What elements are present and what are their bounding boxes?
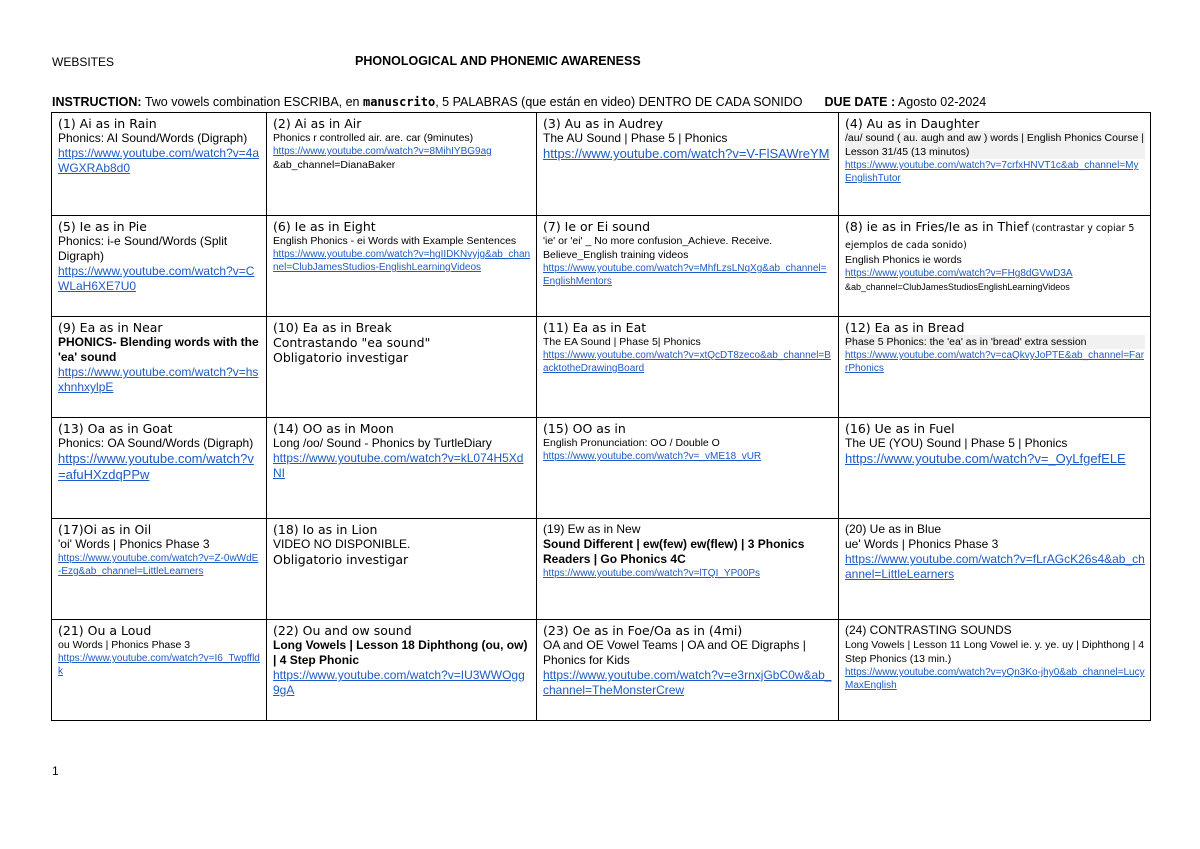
table-cell-22 [267, 620, 537, 721]
video-title: PHONICS- Blending words with the 'ea' sound [58, 335, 259, 364]
table-cell-8 [839, 216, 1151, 317]
table-cell-6 [267, 216, 537, 317]
table-cell-21 [52, 620, 267, 721]
cell-title: (18) Io as in Lion [273, 522, 378, 537]
video-link[interactable]: https://www.youtube.com/watch?v=caQkvyJoPTE&ab_channel=FarrPhonics [845, 350, 1145, 374]
video-title: Sound Different | ew(few) ew(flew) | 3 Phonics Readers | Go Phonics 4C [543, 537, 805, 566]
video-title: Long Vowels | Lesson 18 Diphthong (ou, ow) | 4 Step Phonic [273, 638, 528, 667]
cell-title [845, 219, 1145, 253]
video-title: The EA Sound | Phase 5| Phonics [543, 336, 701, 348]
cell-title: (20) Ue as in Blue [845, 522, 942, 536]
video-link[interactable]: https://www.youtube.com/watch?v=lTQI_YP00Ps [543, 568, 761, 579]
video-link[interactable]: https://www.youtube.com/watch?v=V-FlSAWreYM [543, 146, 830, 161]
cell-title: (14) OO as in Moon [273, 421, 394, 436]
video-title: Phase 5 Phonics: the 'ea' as in 'bread' extra session [845, 335, 1145, 349]
video-title: Phonics: i-e Sound/Words (Split Digraph) [58, 234, 228, 263]
table-cell-7 [537, 216, 839, 317]
table-cell-17 [52, 519, 267, 620]
video-title: English Phonics ie words [845, 254, 962, 266]
table-cell-20 [839, 519, 1151, 620]
video-title: English Pronunciation: OO / Double O [543, 437, 720, 449]
cell-title: (13) Oa as in Goat [58, 421, 173, 436]
table-cell-16 [839, 418, 1151, 519]
link-extra: &ab_channel=DianaBaker [273, 159, 396, 171]
video-link[interactable]: https://www.youtube.com/watch?v=hsxhnhxylpE [58, 365, 259, 394]
video-link[interactable]: https://www.youtube.com/watch?v=e3rnxjGbC0w&ab_channel=TheMonsterCrew [543, 668, 832, 697]
cell-title: (21) Ou a Loud [58, 623, 152, 638]
video-title: 'ie' or 'ei' _ No more confusion_Achieve. Receive. Believe_English training videos [543, 235, 773, 261]
video-link[interactable]: https://www.youtube.com/watch?v=fLrAGcK26s4&ab_channel=LittleLearners [845, 552, 1145, 581]
video-title: Long Vowels | Lesson 11 Long Vowel ie. y. ye. uy | Diphthong | 4 Step Phonics (13 min.) [845, 639, 1145, 665]
cell-title: (9) Ea as in Near [58, 320, 163, 335]
video-title: The UE (YOU) Sound | Phase 5 | Phonics [845, 436, 1068, 450]
table-cell-2 [267, 113, 537, 216]
instruction-emphasis: manuscrito [362, 95, 436, 109]
table-cell-3 [537, 113, 839, 216]
cell-title: (3) Au as in Audrey [543, 116, 664, 131]
due-date-label: DUE DATE : [824, 95, 896, 109]
video-link[interactable]: https://www.youtube.com/watch?v=afuHXzdqPPw [58, 451, 254, 482]
cell-title: (12) Ea as in Bread [845, 320, 965, 335]
table-row [52, 113, 1151, 216]
cell-title: (2) Ai as in Air [273, 116, 362, 131]
video-link[interactable]: https://www.youtube.com/watch?v=FHg8dGVwD3A [845, 268, 1073, 279]
table-cell-24 [839, 620, 1151, 721]
cell-title: (16) Ue as in Fuel [845, 421, 955, 436]
video-title: The AU Sound | Phase 5 | Phonics [543, 131, 728, 145]
cell-title: (17)Oi as in Oil [58, 522, 152, 537]
table-cell-5 [52, 216, 267, 317]
table-row [52, 519, 1151, 620]
cell-desc: Contrastando "ea sound" [273, 335, 431, 350]
video-title: Long /oo/ Sound - Phonics by TurtleDiary [273, 436, 492, 450]
table-cell-14 [267, 418, 537, 519]
instruction-text-2: , 5 PALABRAS (que están en video) DENTRO DE CADA SONIDO [435, 95, 803, 109]
video-title: /au/ sound ( au. augh and aw ) words | English Phonics Course | Lesson 31/45 (13 minutos) [845, 132, 1145, 158]
cell-title: (4) Au as in Daughter [845, 116, 980, 131]
cell-note: Obligatorio investigar [273, 350, 409, 365]
video-link[interactable]: https://www.youtube.com/watch?v=Z-0wWdE-Ezg&ab_channel=LittleLearners [58, 553, 259, 577]
table-cell-18 [267, 519, 537, 620]
video-link[interactable]: https://www.youtube.com/watch?v=MhfLzsLNqXg&ab_channel=EnglishMentors [543, 263, 827, 287]
cell-title: (6) Ie as in Eight [273, 219, 376, 234]
video-link[interactable]: https://www.youtube.com/watch?v=4aWGXRAb8d0 [58, 146, 260, 175]
cell-title: (1) Ai as in Rain [58, 116, 157, 131]
cell-title: (22) Ou and ow sound [273, 623, 412, 638]
video-title: ou Words | Phonics Phase 3 [58, 639, 191, 651]
due-date-value: Agosto 02-2024 [895, 95, 987, 109]
instruction-line [52, 95, 986, 109]
table-cell-19 [537, 519, 839, 620]
table-cell-11 [537, 317, 839, 418]
video-link[interactable]: https://www.youtube.com/watch?v=_OyLfgefELE [845, 451, 1126, 466]
table-row [52, 620, 1151, 721]
cell-title: (10) Ea as in Break [273, 320, 392, 335]
table-cell-9 [52, 317, 267, 418]
cell-title: (24) CONTRASTING SOUNDS [845, 623, 1012, 637]
video-title: Phonics: OA Sound/Words (Digraph) [58, 436, 254, 450]
instruction-label: INSTRUCTION: [52, 95, 142, 109]
video-link[interactable]: https://www.youtube.com/watch?v=CWLaH6XE7U0 [58, 264, 255, 293]
video-title: OA and OE Vowel Teams | OA and OE Digraphs | Phonics for Kids [543, 638, 806, 667]
video-link[interactable]: https://www.youtube.com/watch?v=kL074H5XdNI [273, 451, 524, 480]
video-title: English Phonics - ei Words with Example Sentences [273, 235, 517, 247]
video-link[interactable]: https://www.youtube.com/watch?v=I6_Twpffldk [58, 653, 260, 677]
cell-title: (19) Ew as in New [543, 522, 641, 536]
link-extra: &ab_channel=ClubJamesStudiosEnglishLearningVideos [845, 282, 1070, 292]
table-row [52, 317, 1151, 418]
header-websites: WEBSITES [52, 55, 115, 69]
table-cell-10 [267, 317, 537, 418]
cell-note: (contrastar y copiar 5 ejemplos de cada sonido) [845, 223, 1135, 251]
table-cell-1 [52, 113, 267, 216]
table-cell-4 [839, 113, 1151, 216]
table-row [52, 216, 1151, 317]
video-title: Phonics r controlled air. are. car (9minutes) [273, 132, 474, 144]
video-link[interactable]: https://www.youtube.com/watch?v=8MihIYBG9ag [273, 146, 492, 157]
cell-title: (5) Ie as in Pie [58, 219, 147, 234]
cell-title: (11) Ea as in Eat [543, 320, 647, 335]
video-title: Phonics: AI Sound/Words (Digraph) [58, 131, 248, 145]
video-title: ue' Words | Phonics Phase 3 [845, 537, 999, 551]
video-link[interactable]: https://www.youtube.com/watch?v=7crfxHNVT1c&ab_channel=MyEnglishTutor [845, 160, 1139, 184]
video-title: 'oi' Words | Phonics Phase 3 [58, 537, 210, 551]
table-row [52, 418, 1151, 519]
video-link[interactable]: https://www.youtube.com/watch?v=IU3WWOgg9gA [273, 668, 525, 697]
cell-title: (23) Oe as in Foe/Oa as in (4mi) [543, 623, 743, 638]
cell-title: (15) OO as in [543, 421, 626, 436]
cell-title-text: (8) ie as in Fries/Ie as in Thief [845, 219, 1029, 234]
instruction-text: Two vowels combination ESCRIBA, en [141, 95, 363, 109]
document-title: PHONOLOGICAL AND PHONEMIC AWARENESS [355, 54, 641, 68]
video-link[interactable]: https://www.youtube.com/watch?v=yQn3Ko-jhy0&ab_channel=LucyMaxEnglish [845, 667, 1145, 691]
cell-desc: VIDEO NO DISPONIBLE. [273, 537, 411, 551]
page-number: 1 [52, 764, 59, 778]
video-link[interactable]: https://www.youtube.com/watch?v=xtQcDT8zeco&ab_channel=BacktotheDrawingBoard [543, 350, 831, 374]
cell-title: (7) Ie or Ei sound [543, 219, 651, 234]
table-cell-13 [52, 418, 267, 519]
table-cell-15 [537, 418, 839, 519]
table-cell-12 [839, 317, 1151, 418]
cell-note: Obligatorio investigar [273, 552, 409, 567]
table-cell-23 [537, 620, 839, 721]
video-link[interactable]: https://www.youtube.com/watch?v=_vME18_vUR [543, 451, 762, 462]
video-link[interactable]: https://www.youtube.com/watch?v=hgIIDKNvyjg&ab_channel=ClubJamesStudios-EnglishLearningVideos [273, 249, 531, 273]
sounds-table [51, 112, 1151, 721]
